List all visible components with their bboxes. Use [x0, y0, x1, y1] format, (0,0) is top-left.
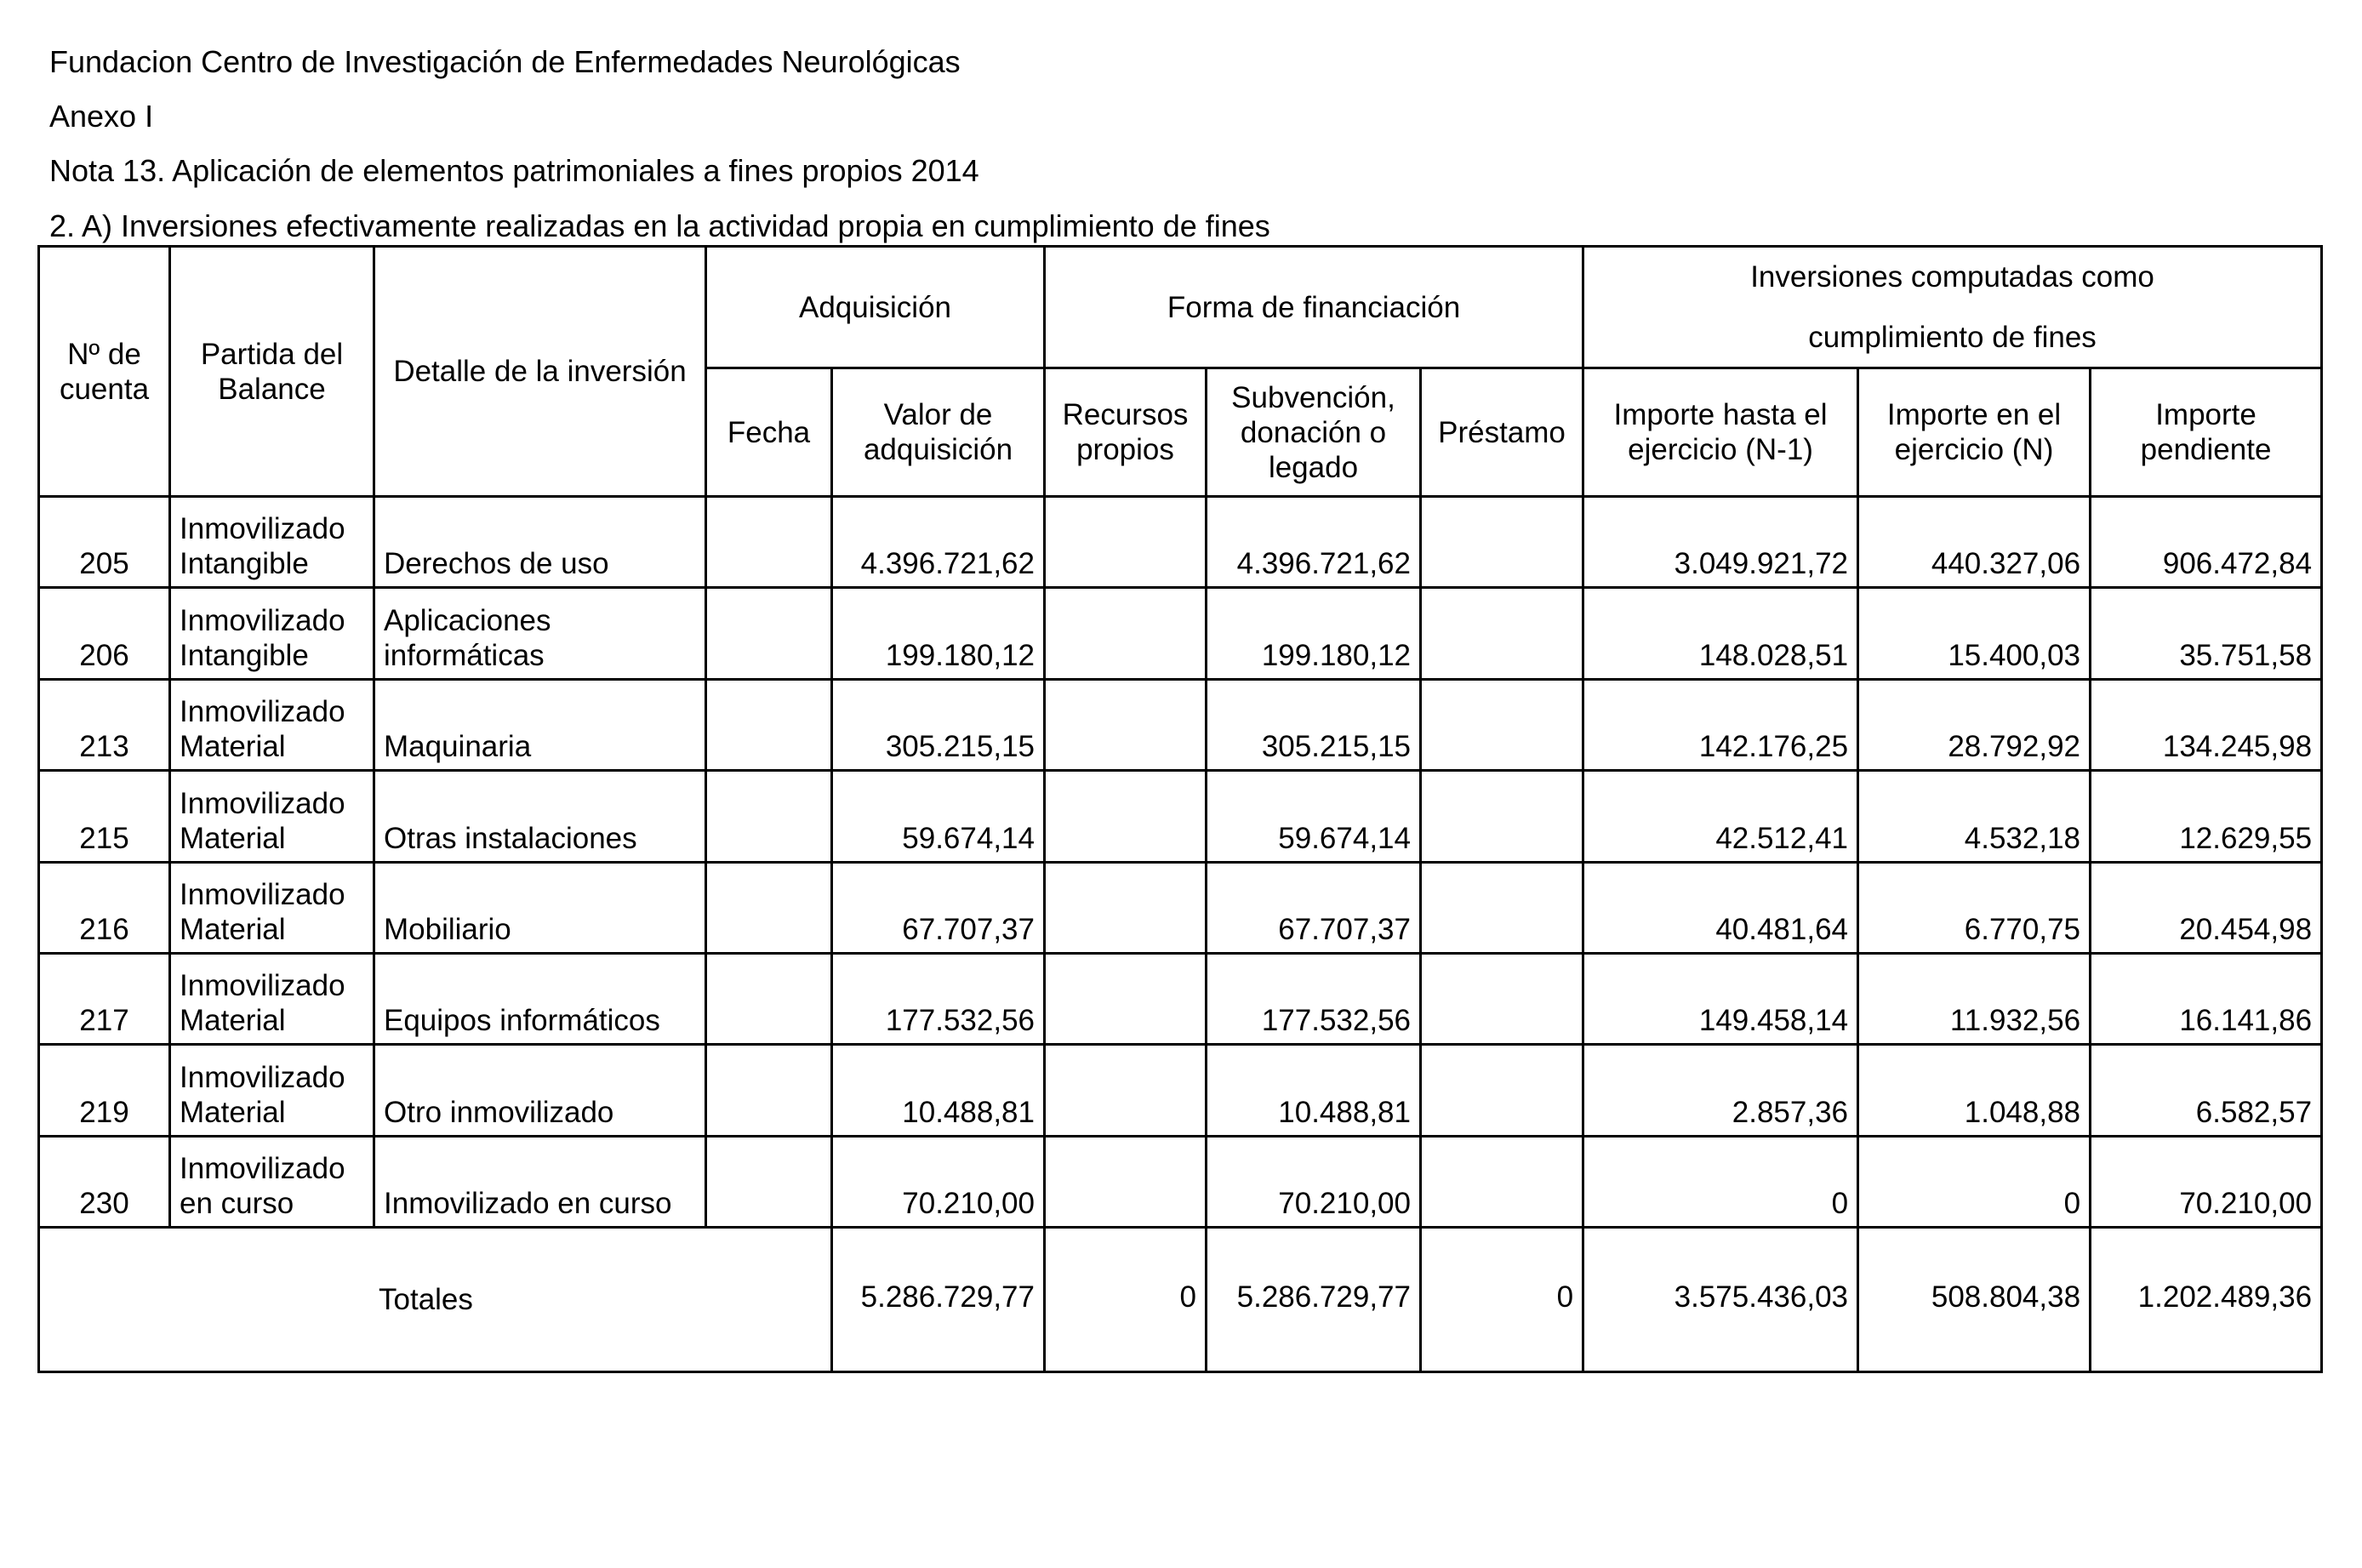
cell-partida: Inmovilizado Material: [170, 771, 374, 862]
cell-valor: 59.674,14: [832, 771, 1045, 862]
cell-subvencion: 4.396.721,62: [1207, 497, 1421, 588]
cell-detalle: Mobiliario: [374, 862, 706, 953]
cell-prestamo: [1421, 1045, 1583, 1136]
cell-prestamo: [1421, 953, 1583, 1044]
cell-fecha: [706, 1136, 832, 1227]
cell-importe-en: 1.048,88: [1858, 1045, 2091, 1136]
header-importe-en: Importe en el ejercicio (N): [1858, 368, 2091, 497]
cell-subvencion: 70.210,00: [1207, 1136, 1421, 1227]
cell-importe-en: 11.932,56: [1858, 953, 2091, 1044]
cell-importe-pendiente: 20.454,98: [2091, 862, 2322, 953]
cell-prestamo: [1421, 862, 1583, 953]
investments-table: [37, 245, 2323, 1373]
cell-recursos: [1045, 862, 1207, 953]
cell-detalle: Otro inmovilizado: [374, 1045, 706, 1136]
cell-importe-hasta: 148.028,51: [1583, 588, 1858, 679]
totals-recursos: 0: [1045, 1228, 1207, 1372]
cell-prestamo: [1421, 497, 1583, 588]
table-row: [39, 497, 2322, 588]
cell-fecha: [706, 497, 832, 588]
cell-detalle: Equipos informáticos: [374, 953, 706, 1044]
document-title: Fundacion Centro de Investigación de Enfermedades Neurológicas: [49, 44, 961, 79]
cell-importe-pendiente: 70.210,00: [2091, 1136, 2322, 1227]
cell-importe-en: 4.532,18: [1858, 771, 2091, 862]
header-valor: Valor de adquisición: [832, 368, 1045, 497]
cell-importe-en: 15.400,03: [1858, 588, 2091, 679]
header-adquisicion: Adquisición: [706, 247, 1045, 368]
cell-subvencion: 177.532,56: [1207, 953, 1421, 1044]
table-row: [39, 588, 2322, 679]
header-partida: Partida del Balance: [170, 247, 374, 497]
cell-prestamo: [1421, 679, 1583, 770]
table-row: [39, 1045, 2322, 1136]
annex-label: Anexo I: [49, 99, 154, 134]
header-inversiones-line1: Inversiones computadas como: [1750, 260, 2154, 294]
cell-recursos: [1045, 1136, 1207, 1227]
cell-subvencion: 199.180,12: [1207, 588, 1421, 679]
cell-cuenta: 219: [39, 1045, 170, 1136]
cell-importe-en: 0: [1858, 1136, 2091, 1227]
header-detalle: Detalle de la inversión: [374, 247, 706, 497]
cell-valor: 199.180,12: [832, 588, 1045, 679]
cell-importe-pendiente: 6.582,57: [2091, 1045, 2322, 1136]
cell-valor: 305.215,15: [832, 679, 1045, 770]
cell-cuenta: 206: [39, 588, 170, 679]
table-row: [39, 771, 2322, 862]
cell-cuenta: 215: [39, 771, 170, 862]
cell-detalle: Aplicaciones informáticas: [374, 588, 706, 679]
cell-importe-pendiente: 12.629,55: [2091, 771, 2322, 862]
cell-prestamo: [1421, 1136, 1583, 1227]
cell-fecha: [706, 771, 832, 862]
cell-importe-pendiente: 35.751,58: [2091, 588, 2322, 679]
cell-fecha: [706, 588, 832, 679]
totals-hasta: 3.575.436,03: [1583, 1228, 1858, 1372]
header-recursos: Recursos propios: [1045, 368, 1207, 497]
cell-importe-pendiente: 906.472,84: [2091, 497, 2322, 588]
cell-importe-hasta: 42.512,41: [1583, 771, 1858, 862]
cell-recursos: [1045, 497, 1207, 588]
section-title: 2. A) Inversiones efectivamente realizadas en la actividad propia en cumplimiento de fines: [49, 208, 1270, 243]
cell-recursos: [1045, 771, 1207, 862]
cell-recursos: [1045, 1045, 1207, 1136]
totals-row: [39, 1228, 2322, 1372]
cell-detalle: Derechos de uso: [374, 497, 706, 588]
cell-importe-en: 28.792,92: [1858, 679, 2091, 770]
cell-prestamo: [1421, 771, 1583, 862]
cell-recursos: [1045, 679, 1207, 770]
cell-partida: Inmovilizado Intangible: [170, 497, 374, 588]
cell-valor: 10.488,81: [832, 1045, 1045, 1136]
cell-fecha: [706, 679, 832, 770]
header-importe-pendiente: Importe pendiente: [2091, 368, 2322, 497]
cell-detalle: Maquinaria: [374, 679, 706, 770]
header-importe-hasta: Importe hasta el ejercicio (N-1): [1583, 368, 1858, 497]
table-row: [39, 1136, 2322, 1227]
header-financiacion: Forma de financiación: [1045, 247, 1583, 368]
cell-recursos: [1045, 953, 1207, 1044]
cell-subvencion: 59.674,14: [1207, 771, 1421, 862]
cell-partida: Inmovilizado Material: [170, 953, 374, 1044]
header-cuenta: Nº de cuenta: [39, 247, 170, 497]
cell-valor: 67.707,37: [832, 862, 1045, 953]
totals-prestamo: 0: [1421, 1228, 1583, 1372]
cell-subvencion: 305.215,15: [1207, 679, 1421, 770]
cell-subvencion: 10.488,81: [1207, 1045, 1421, 1136]
table-row: [39, 953, 2322, 1044]
header-inversiones-line2: cumplimiento de fines: [1808, 321, 2097, 354]
header-prestamo: Préstamo: [1421, 368, 1583, 497]
cell-recursos: [1045, 588, 1207, 679]
cell-cuenta: 230: [39, 1136, 170, 1227]
totals-subvencion: 5.286.729,77: [1207, 1228, 1421, 1372]
cell-importe-pendiente: 16.141,86: [2091, 953, 2322, 1044]
cell-importe-pendiente: 134.245,98: [2091, 679, 2322, 770]
cell-valor: 70.210,00: [832, 1136, 1045, 1227]
cell-fecha: [706, 953, 832, 1044]
totals-valor: 5.286.729,77: [832, 1228, 1045, 1372]
cell-valor: 4.396.721,62: [832, 497, 1045, 588]
cell-fecha: [706, 1045, 832, 1136]
cell-importe-hasta: 142.176,25: [1583, 679, 1858, 770]
cell-valor: 177.532,56: [832, 953, 1045, 1044]
cell-prestamo: [1421, 588, 1583, 679]
cell-subvencion: 67.707,37: [1207, 862, 1421, 953]
cell-importe-en: 440.327,06: [1858, 497, 2091, 588]
cell-cuenta: 217: [39, 953, 170, 1044]
header-inversiones: [1583, 247, 2322, 368]
table-row: [39, 679, 2322, 770]
table-row: [39, 862, 2322, 953]
cell-partida: Inmovilizado Intangible: [170, 588, 374, 679]
cell-cuenta: 205: [39, 497, 170, 588]
totals-en: 508.804,38: [1858, 1228, 2091, 1372]
totals-pendiente: 1.202.489,36: [2091, 1228, 2322, 1372]
cell-importe-en: 6.770,75: [1858, 862, 2091, 953]
cell-importe-hasta: 0: [1583, 1136, 1858, 1227]
cell-detalle: Otras instalaciones: [374, 771, 706, 862]
cell-cuenta: 216: [39, 862, 170, 953]
cell-partida: Inmovilizado Material: [170, 862, 374, 953]
cell-fecha: [706, 862, 832, 953]
cell-importe-hasta: 3.049.921,72: [1583, 497, 1858, 588]
cell-importe-hasta: 149.458,14: [1583, 953, 1858, 1044]
cell-cuenta: 213: [39, 679, 170, 770]
cell-partida: Inmovilizado en curso: [170, 1136, 374, 1227]
header-fecha: Fecha: [706, 368, 832, 497]
cell-partida: Inmovilizado Material: [170, 679, 374, 770]
totals-label: Totales: [39, 1228, 832, 1372]
header-subvencion: Subvención, donación o legado: [1207, 368, 1421, 497]
note-title: Nota 13. Aplicación de elementos patrimoniales a fines propios 2014: [49, 153, 979, 188]
cell-partida: Inmovilizado Material: [170, 1045, 374, 1136]
cell-detalle: Inmovilizado en curso: [374, 1136, 706, 1227]
cell-importe-hasta: 2.857,36: [1583, 1045, 1858, 1136]
cell-importe-hasta: 40.481,64: [1583, 862, 1858, 953]
